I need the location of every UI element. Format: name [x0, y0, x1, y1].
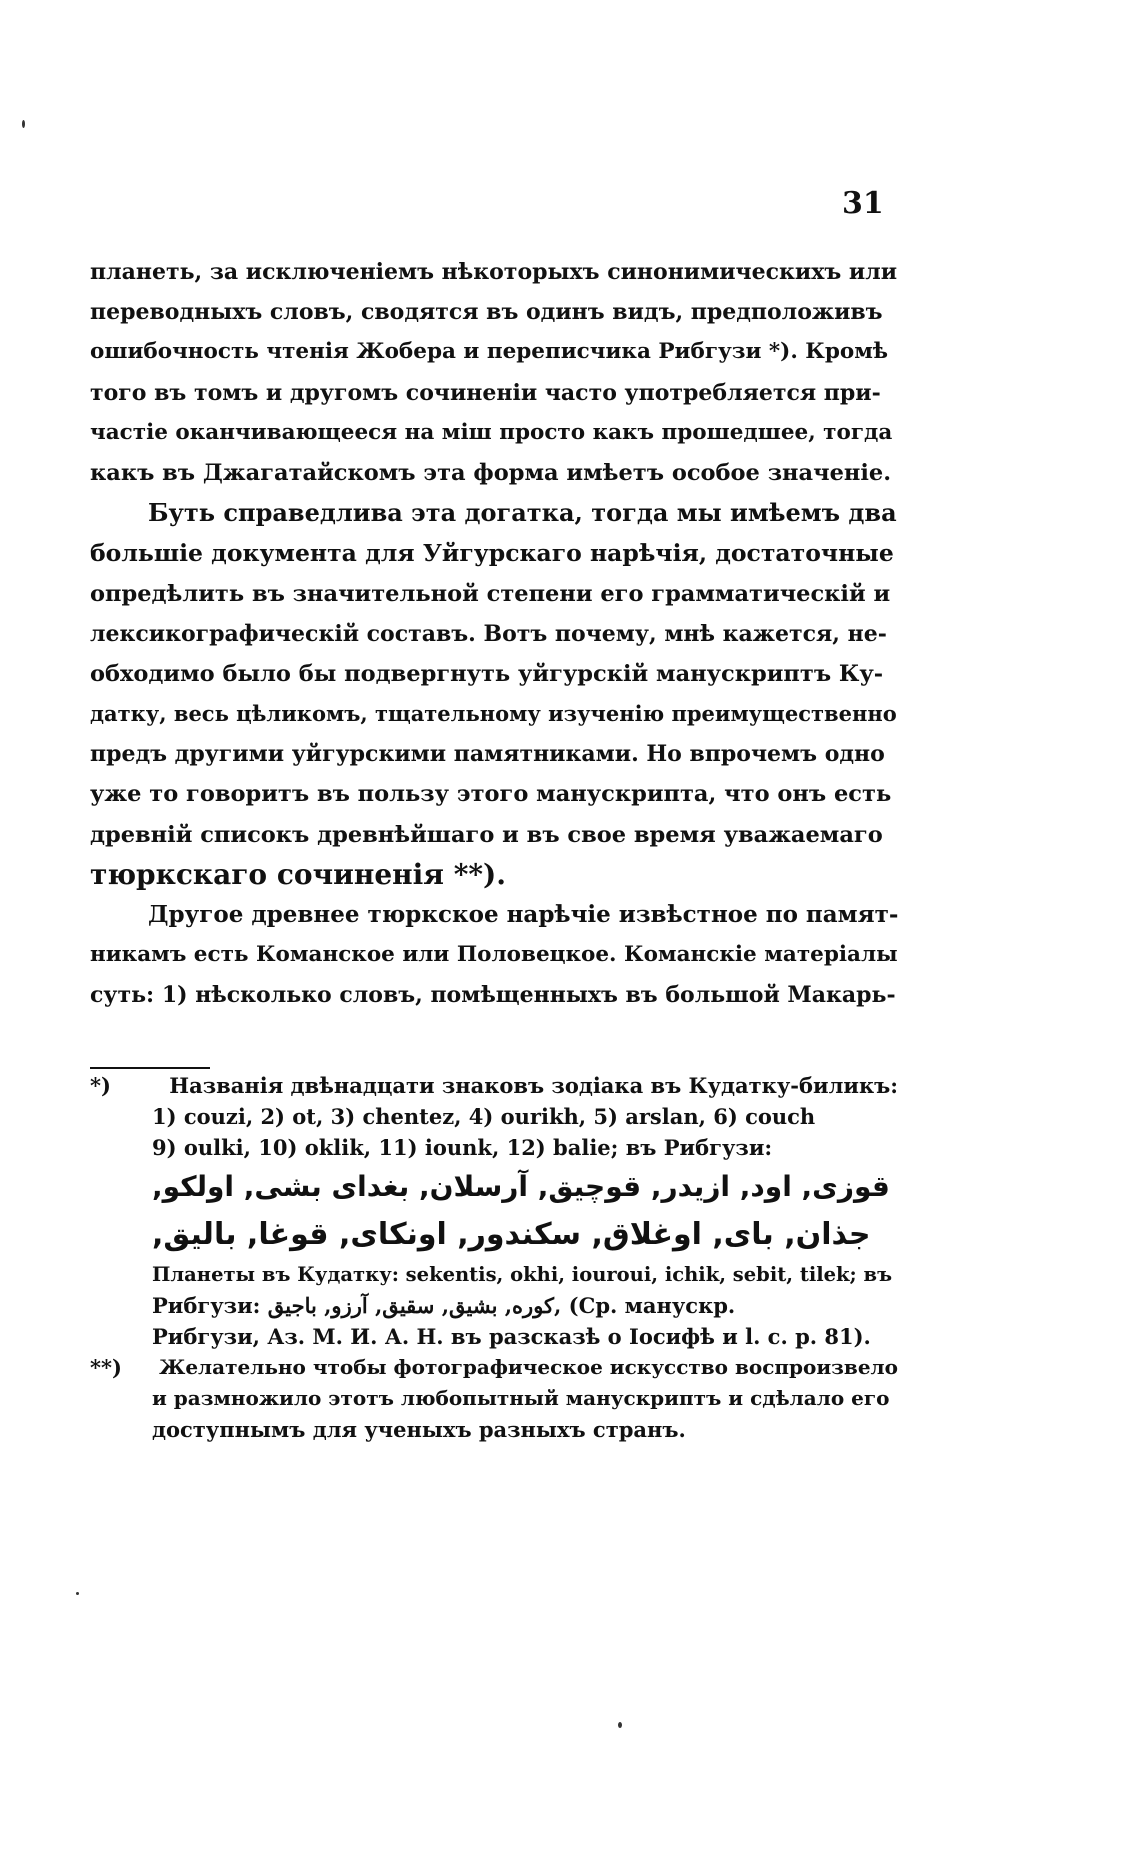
text-line — [90, 975, 898, 1015]
footnote-line — [90, 1352, 898, 1383]
text-line — [90, 734, 898, 774]
footnote-text: и размножило этотъ любопытный манускриптъ и сдѣлало его — [152, 1386, 890, 1410]
text-line — [90, 533, 898, 573]
text-line — [90, 935, 898, 975]
line-text: обходимо было бы подвергнуть уйгурскій манускриптъ Ку- — [90, 660, 884, 687]
footnote-text: Рибгузи, Аз. М. И. А. Н. въ разсказѣ о Іосифѣ и l. c. p. 81). — [152, 1324, 871, 1349]
line-text: тюркскаго сочиненія **). — [90, 857, 506, 891]
line-text: большіе документа для Уйгурскаго нарѣчія, достаточные — [90, 539, 894, 568]
line-text: переводныхъ словъ, сводятся въ одинъ видъ, предположивъ — [90, 299, 883, 326]
scan-speck — [76, 1592, 79, 1595]
line-text: планеть, за исключеніемъ нѣкоторыхъ синонимическихъ или — [90, 259, 898, 285]
line-text: никамъ есть Команское или Половецкое. Команскіе матеріалы — [90, 942, 898, 968]
footnote-line — [90, 1101, 898, 1132]
footnote-text: Рибгузи: كوره, بشيق, سقيق, آرزو, باجيق, (Ср. манускр. — [152, 1293, 736, 1318]
text-line — [90, 574, 898, 614]
text-line — [90, 453, 898, 493]
text-line — [90, 774, 898, 814]
page-number: 31 — [842, 186, 884, 221]
line-text: датку, весь цѣликомъ, тщательному изученію преимущественно — [90, 701, 897, 727]
text-line — [90, 895, 898, 935]
footnote-line — [90, 1321, 898, 1352]
main-text-block — [90, 252, 898, 1016]
line-text: Буть справедлива эта догатка, тогда мы имѣемъ два — [148, 498, 897, 528]
line-text: Другое древнее тюркское нарѣчіе извѣстное по памят- — [148, 901, 898, 928]
footnote-text: доступнымъ для ученыхъ разныхъ странъ. — [152, 1417, 686, 1442]
text-line — [90, 855, 898, 895]
footnote-marker: **) — [90, 1355, 122, 1380]
line-text: предъ другими уйгурскими памятниками. Но впрочемъ одно — [90, 741, 885, 768]
line-text: лексикографическій составъ. Вотъ почему, мнѣ кажется, не- — [90, 620, 887, 647]
scan-speck — [618, 1722, 622, 1728]
line-text: какъ въ Джагатайскомъ эта форма имѣетъ особое значеніе. — [90, 459, 892, 486]
arabic-text: جذان, باى, اوغلاق, سكندور, اونكاى, قوغا, باليق, — [152, 1217, 871, 1252]
text-line — [90, 332, 898, 372]
line-text: ошибочность чтенія Жобера и переписчика Рибгузи *). Кромѣ — [90, 339, 889, 365]
arabic-words-line — [90, 1163, 898, 1211]
text-line — [90, 614, 898, 654]
line-text: того въ томъ и другомъ сочиненіи часто употребляется при- — [90, 379, 881, 406]
arabic-words-line — [90, 1211, 898, 1259]
text-line — [90, 654, 898, 694]
text-line — [90, 493, 898, 533]
footnote-text: 1) couzi, 2) ot, 3) chentez, 4) ourikh, 5) arslan, 6) couch — [152, 1104, 816, 1129]
footnote-line — [90, 1414, 898, 1445]
footnote-line — [90, 1383, 898, 1414]
text-line — [90, 815, 898, 855]
footnote-text: Планеты въ Кудатку: sekentis, okhi, iouroui, ichik, sebit, tilek; въ — [152, 1263, 893, 1286]
footnote-line — [90, 1259, 898, 1290]
footnote-line — [90, 1290, 898, 1321]
footnote-line — [90, 1070, 898, 1101]
line-text: частіе оканчивающееся на мiш просто какъ прошедшее, тогда — [90, 419, 893, 445]
footnote-text: Названія двѣнадцати знаковъ зодіака въ Кудатку-биликъ: — [169, 1073, 898, 1098]
footnote-text: Желательно чтобы фотографическое искусство воспроизвело — [159, 1355, 898, 1379]
line-text: уже то говоритъ въ пользу этого манускрипта, что онъ есть — [90, 781, 892, 808]
text-line — [90, 292, 898, 332]
scan-speck — [22, 120, 25, 128]
line-text: суть: 1) нѣсколько словъ, помѣщенныхъ въ большой Макарь- — [90, 982, 896, 1009]
arabic-text: قوزى, اود, ازيدر, قوچيق, آرسلان, بغداى بشى, اولكو, — [152, 1170, 890, 1203]
text-line — [90, 252, 898, 292]
line-text: древній списокъ древнѣйшаго и въ свое время уважаемаго — [90, 821, 883, 848]
text-line — [90, 413, 898, 453]
footnote-line — [90, 1132, 898, 1163]
footnote-text: 9) oulki, 10) oklik, 11) iounk, 12) balie; въ Рибгузи: — [152, 1135, 773, 1160]
footnote-rule — [90, 1067, 210, 1069]
footnote-marker: *) — [90, 1073, 111, 1098]
text-line — [90, 694, 898, 734]
line-text: опредѣлить въ значительной степени его грамматическій и — [90, 580, 891, 607]
text-line — [90, 373, 898, 413]
footnotes-block — [90, 1070, 898, 1445]
